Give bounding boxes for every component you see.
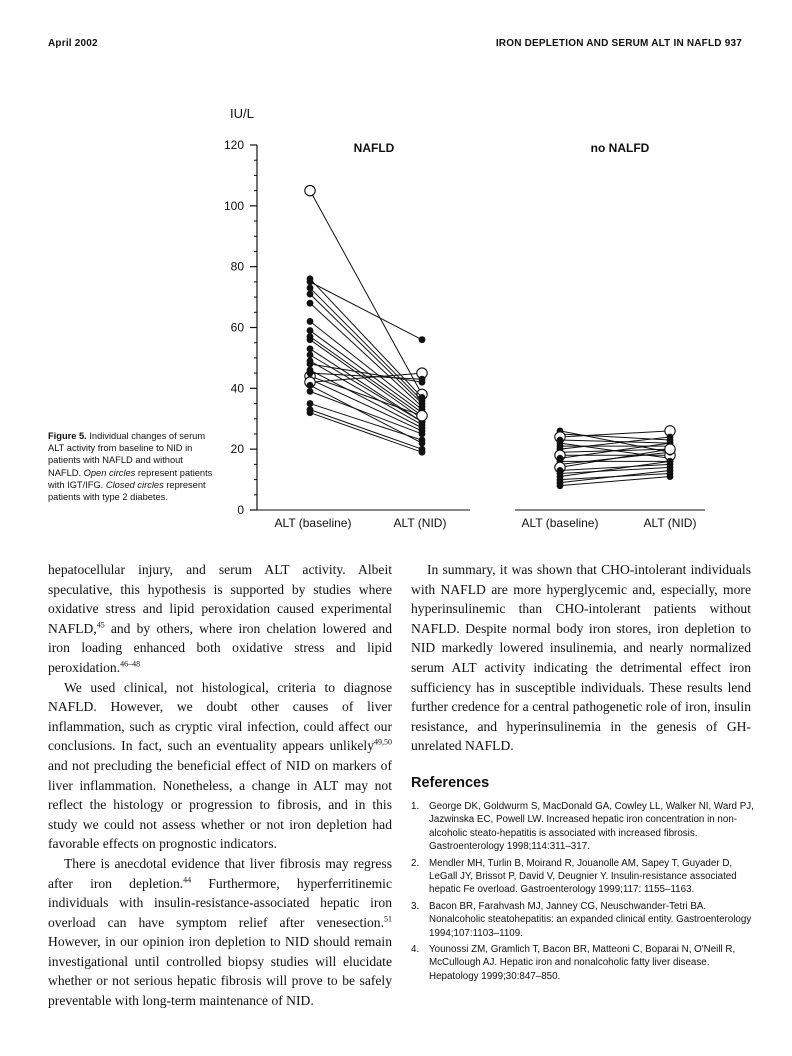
y-tick-label: 100	[223, 198, 244, 213]
y-tick-label: 20	[230, 442, 244, 457]
y-tick-label: 40	[230, 381, 244, 396]
nafld-series-line	[310, 391, 422, 434]
nafld-open-point	[305, 185, 315, 195]
nafld-series-line	[310, 349, 422, 422]
citation: 49,50	[374, 737, 392, 747]
nafld-closed-point	[307, 285, 314, 292]
nafld-series-line	[310, 331, 422, 413]
citation: 44	[183, 874, 192, 884]
nafld-closed-point	[307, 388, 314, 395]
nafld-x-category-label: ALT (baseline)	[274, 516, 352, 530]
reference-text: Younossi ZM, Gramlich T, Bacon BR, Matteoni C, Boparai N, O'Neill R, McCullough AJ. Hepatic iron and nonalcoholic fatty liver disease. Hepatology 1999;30:847–850.	[429, 944, 736, 982]
nafld-closed-point	[419, 440, 426, 447]
caption-text-3: represent patients with type 2 diabetes.	[48, 479, 206, 503]
reference-text: George DK, Goldwurm S, MacDonald GA, Cowley LL, Walker NI, Ward PJ, Jazwinska EC, Powell LW. Increased hepatic iron concentration in non-alcoholic steato-hepatitis is associated with increased fibrosis. Gastroenterology 1998;114:311–317.	[429, 801, 754, 853]
no-nafld-series-line	[560, 464, 670, 470]
references-list	[411, 800, 756, 986]
no-nafld-closed-point	[667, 458, 674, 465]
caption-text-2: represent patients with IGT/IFG.	[48, 467, 213, 490]
nafld-closed-point	[307, 361, 314, 368]
nafld-series-line	[310, 385, 422, 443]
y-tick-label: 80	[230, 259, 244, 274]
figure-caption	[48, 430, 218, 503]
reference-text: Bacon BR, Farahvash MJ, Janney CG, Neuschwander-Tetri BA. Nonalcoholic steatohepatitis: an expanded clinical entity. Gastroenterology 1994;107:1103–1109.	[429, 900, 752, 939]
nafld-closed-point	[307, 278, 314, 285]
nafld-closed-point	[307, 300, 314, 307]
no-nafld-closed-point	[667, 473, 674, 480]
body-text: and not precluding the beneficial effect of NID on markers of liver inflammation. Nonetheless, a change in ALT may not reflect the histology or progression to fibrosis, and in this study we could not assess whether or not iron depletion had favorable effects on prognostic indicators.	[48, 757, 392, 852]
nafld-closed-point	[307, 382, 314, 389]
paragraph	[48, 678, 392, 854]
reference-number: 1.	[411, 801, 420, 812]
citation: 51	[384, 914, 392, 924]
nafld-closed-point	[307, 345, 314, 352]
nafld-open-point	[417, 411, 427, 421]
caption-italic-1: Open circles	[83, 467, 136, 478]
no-nafld-closed-point	[667, 467, 674, 474]
reference-item	[411, 857, 756, 897]
y-axis-label: IU/L	[230, 106, 254, 121]
reference-text: Mendler MH, Turlin B, Moirand R, Jouanolle AM, Sapey T, Guyader D, LeGall JY, Brissot P, David V, Deugnier Y. Insulin-resistance associated hepatic Fe overload. Gastroenterology 1999;117: 1155–1163.	[429, 857, 737, 896]
nafld-series-line	[310, 288, 422, 401]
no-nafld-closed-point	[557, 482, 564, 489]
nafld-series-line	[310, 413, 422, 453]
nafld-closed-point	[307, 370, 314, 377]
running-head-date: April 2002	[48, 38, 98, 49]
body-text: hepatocellular injury, and serum ALT activity. Albeit speculative, this hypothesis is supported by studies where oxidative stress and lipid peroxidation caused experimental NAFLD,	[48, 562, 392, 636]
nafld-closed-point	[307, 318, 314, 325]
reference-number: 4.	[411, 944, 420, 956]
no-nafld-x-category-label: ALT (baseline)	[521, 516, 599, 530]
nafld-closed-point	[419, 431, 426, 438]
body-column-right	[411, 560, 751, 756]
reference-item	[411, 900, 756, 940]
nafld-closed-point	[419, 376, 426, 383]
no-nafld-open-point	[665, 444, 675, 454]
body-text: We used clinical, not histological, criteria to diagnose NAFLD. However, we doubt other causes of liver inflammation, such as cryptic viral infection, could affect our conclusions. In fact, such an eventuality appears unlikely	[48, 679, 392, 754]
references-heading: References	[411, 775, 490, 791]
nafld-closed-point	[307, 291, 314, 298]
nafld-closed-point	[307, 409, 314, 416]
y-tick-label: 0	[237, 503, 244, 517]
body-text: However, in our opinion iron depletion to NID should remain investigational until controlled biopsy studies will elucidate whether or not serious hepatic fibrosis will prove to be safely preventable with long-term maintenance of NID.	[48, 934, 392, 1009]
reference-number: 2.	[411, 857, 420, 869]
summary-paragraph: In summary, it was shown that CHO-intolerant individuals with NAFLD are more hyperglycemic and, especially, more hyperinsulinemic than CHO-intolerant patients without NAFLD. Despite normal body iron stores, iron depletion to NID markedly lowered insulinemia, and nearly normalized serum ALT activity indicating the detrimental effect iron sufficiency has in susceptible individuals. These results lend further credence for a central pathogenetic role of iron, insulin resistance, and hyperinsulinemia in the genesis of GH-unrelated NAFLD.	[411, 562, 751, 754]
y-tick-label: 60	[230, 320, 244, 335]
nafld-x-category-label: ALT (NID)	[393, 516, 447, 530]
caption-italic-2: Closed circles	[105, 479, 164, 490]
y-tick-label: 120	[223, 138, 244, 152]
paragraph	[48, 854, 392, 1011]
citation: 46–48	[120, 659, 141, 669]
nafld-panel-title: NAFLD	[353, 141, 395, 155]
no-nafld-closed-point	[667, 434, 674, 441]
nafld-closed-point	[307, 336, 314, 343]
nafld-series-line	[310, 191, 422, 395]
caption-text-1: Individual changes of serum ALT activity from baseline to NID in patients with NAFLD and without NAFLD.	[48, 431, 206, 478]
reference-number: 3.	[411, 900, 420, 912]
citation: 45	[96, 620, 105, 630]
reference-item	[411, 800, 756, 854]
no-nafld-x-category-label: ALT (NID)	[643, 516, 697, 530]
body-text: Furthermore, hyperferritinemic individuals with insulin-resistance-associated hepatic iron overload can have symptom relief after venesection.	[48, 875, 392, 930]
reference-item	[411, 943, 756, 983]
figure-label: Figure 5.	[48, 431, 87, 441]
nafld-closed-point	[307, 400, 314, 407]
no-nafld-panel-title: no NALFD	[590, 141, 650, 155]
nafld-series-line	[310, 303, 422, 406]
nafld-closed-point	[419, 336, 426, 343]
body-text: and by others, where iron chelation lowered and iron loading enhanced both oxidative stress and lipid peroxidation.	[48, 620, 392, 675]
nafld-closed-point	[307, 327, 314, 334]
paragraph	[48, 560, 392, 678]
body-text: There is anecdotal evidence that liver fibrosis may regress after iron depletion.	[48, 855, 392, 891]
running-head-title: IRON DEPLETION AND SERUM ALT IN NAFLD 937	[495, 38, 742, 49]
nafld-closed-point	[419, 449, 426, 456]
body-column-left	[48, 560, 392, 1011]
nafld-closed-point	[307, 351, 314, 358]
